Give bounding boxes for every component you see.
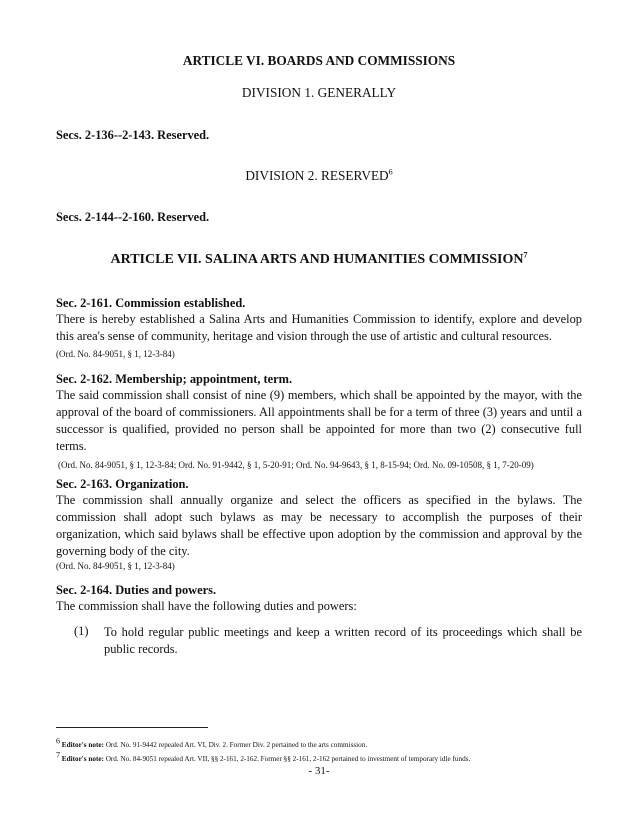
- footnote-7: [56, 750, 471, 763]
- division-1-heading: DIVISION 1. GENERALLY: [241, 85, 397, 100]
- section-body: The commission shall have the following duties and powers:: [56, 599, 357, 613]
- article-6-title: ARTICLE VI. BOARDS AND COMMISSIONS: [182, 53, 456, 68]
- list-item-number: (1): [74, 624, 89, 638]
- section-source: (Ord. No. 84-9051, § 1, 12-3-84): [56, 349, 175, 359]
- page-number: - 31-: [308, 765, 330, 777]
- section-body: There is hereby established a Salina Arts and Humanities Commission to identify, explore and develop this area's sense of community, heritage and vision through the use of artistic and cultural resources.: [56, 312, 582, 343]
- reserved-sections-1: Secs. 2-136--2-143. Reserved.: [56, 128, 210, 142]
- footnote-text: Ord. No. 91-9442 repealed Art. VI, Div. 2. Former Div. 2 pertained to the arts commission.: [103, 741, 368, 749]
- footnote-ref-6: 6: [388, 167, 393, 177]
- reserved-sections-2: Secs. 2-144--2-160. Reserved.: [56, 210, 210, 224]
- section-heading: Sec. 2-163. Organization.: [56, 477, 189, 491]
- section-heading: Sec. 2-164. Duties and powers.: [56, 583, 217, 597]
- article-7-title: ARTICLE VII. SALINA ARTS AND HUMANITIES COMMISSION$^7$: [110, 250, 528, 267]
- section-heading: Sec. 2-161. Commission established.: [56, 296, 246, 310]
- list-item-text: To hold regular public meetings and keep a written record of its proceedings which shall be public records.: [104, 625, 582, 656]
- section-body: The commission shall annually organize and select the officers as specified in the bylaws. The commission shall adopt such bylaws as may be necessary to accomplish the purposes of their organization, which said bylaws shall be effective upon adoption by the commission and approval by the governing body of the city.: [56, 493, 582, 558]
- footnote-number: 6: [56, 736, 60, 746]
- section-source: (Ord. No. 84-9051, § 1, 12-3-84): [56, 561, 175, 571]
- section-body: The said commission shall consist of nine (9) members, which shall be appointed by the mayor, with the approval of the board of commissioners. All appointments shall be for a term of three (3) years and until a successor is qualified, provided no person shall be appointed for more than two (2) consecutive full terms.: [56, 388, 582, 453]
- footnote-number: 7: [56, 750, 60, 760]
- division-2-heading: DIVISION 2. RESERVED$^6$: [245, 167, 393, 183]
- footnote-label: Editor's note:: [61, 755, 104, 763]
- footnote-label: Editor's note:: [61, 741, 104, 749]
- footnote-text: Ord. No. 84-9051 repealed Art. VII, §§ 2-161, 2-162. Former §§ 2-161, 2-162 pertained to investment of temporary idle funds.: [103, 755, 471, 763]
- footnote-ref-7: 7: [523, 250, 528, 260]
- section-source: (Ord. No. 84-9051, § 1, 12-3-84; Ord. No. 91-9442, § 1, 5-20-91; Ord. No. 94-9643, § 1, 8-15-94; Ord. No. 09-10508, § 1, 7-20-09): [58, 460, 534, 470]
- section-heading: Sec. 2-162. Membership; appointment, term.: [56, 372, 293, 386]
- footnote-6: [56, 736, 368, 749]
- footnote-divider: [56, 727, 208, 728]
